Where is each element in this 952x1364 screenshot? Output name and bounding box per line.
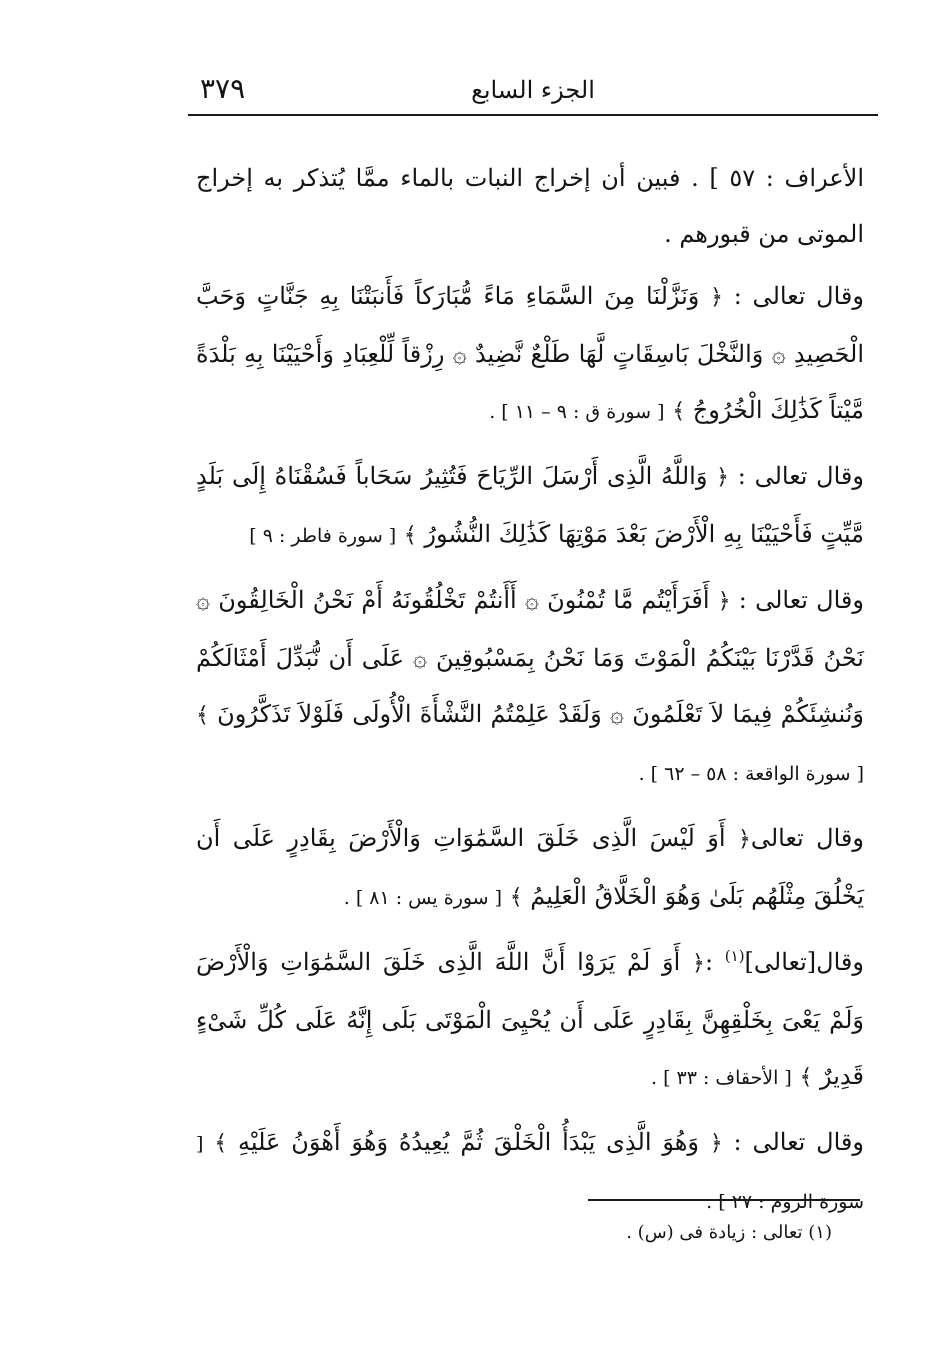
quran-verse: أَوَ لَيْسَ الَّذِى خَلَقَ السَّمَٰوَاتِ وَالْأَرْضَ بِقَادِرٍ عَلَى أَن يَخْلُقَ مِثْلَهُم بَلَىٰ وَهُوَ الْخَلَّاقُ الْعَلِيمُ (196, 824, 864, 910)
verse-citation: [ سورة ق : ٩ – ١١ ] . (489, 401, 665, 423)
paragraph-lead-colon: : (704, 948, 714, 976)
quran-verse: وَهُوَ الَّذِى يَبْدَأُ الْخَلْقَ ثُمَّ يُعِيدُهُ وَهُوَ أَهْوَنُ عَلَيْهِ (238, 1128, 699, 1156)
verse-citation: [ الأحقاف : ٣٣ ] . (650, 1067, 792, 1089)
header-rule (188, 114, 878, 116)
paragraph-3 (196, 448, 864, 564)
paragraph-4 (196, 572, 864, 802)
verse-open-bracket: ﴿ (716, 465, 730, 490)
verse-close-bracket: ﴾ (509, 885, 523, 910)
paragraph-6 (196, 934, 864, 1106)
verse-open-bracket: ﴿ (717, 589, 731, 614)
verse-open-bracket: ﴿ (737, 827, 751, 852)
paragraph-lead: وقال[تعالى] (744, 948, 864, 976)
verse-citation: [ سورة الواقعة : ٥٨ – ٦٢ ] . (638, 763, 864, 785)
paragraph-1 (196, 150, 864, 262)
verse-open-bracket: ﴿ (692, 951, 705, 976)
paragraph-lead: وقال تعالى : (733, 282, 864, 310)
page-header (188, 70, 878, 110)
paragraph-lead: وقال تعالى : (733, 1128, 864, 1156)
verse-close-bracket: ﴾ (214, 1131, 228, 1156)
paragraph-5 (196, 810, 864, 926)
paragraph-2 (196, 268, 864, 440)
footnote-marker[interactable]: (١) (724, 947, 745, 965)
quran-verse: أَوَ لَمْ يَرَوْا أَنَّ اللَّهَ الَّذِى خَلَقَ السَّمَٰوَاتِ وَالْأَرْضَ وَلَمْ يَعْىَ بِخَلْقِهِنَّ بِقَادِرٍ عَلَى أَن يُحْيِىَ الْمَوْتَى بَلَى إِنَّهُ عَلَى كُلِّ شَىْءٍ قَدِيرٌ (196, 948, 864, 1090)
paragraph-lead: وقال تعالى : (737, 462, 864, 490)
footnote: (١) تعالى : زيادة فى (س) . (626, 1222, 832, 1243)
paragraph-lead: وقال تعالى (750, 824, 864, 852)
paragraph-7 (196, 1114, 864, 1230)
quran-verse: وَاللَّهُ الَّذِى أَرْسَلَ الرِّيَاحَ فَتُثِيرُ سَحَاباً فَسُقْنَاهُ إِلَى بَلَدٍ مَّيِّتٍ فَأَحْيَيْنَا بِهِ الْأَرْضَ بَعْدَ مَوْتِهَا كَذَٰلِكَ النُّشُورُ (196, 462, 864, 548)
quran-verse: وَنَزَّلْنَا مِنَ السَّمَاءِ مَاءً مُّبَارَكاً فَأَنبَتْنَا بِهِ جَنَّاتٍ وَحَبَّ الْحَصِيدِ ۞ وَالنَّخْلَ بَاسِقَاتٍ لَّهَا طَلْعٌ نَّضِيدٌ ۞ رِزْقاً لِّلْعِبَادِ وَأَحْيَيْنَا بِهِ بَلْدَةً مَّيْتاً كَذَٰلِكَ الْخُرُوجُ (196, 282, 864, 424)
quran-verse: أَفَرَأَيْتُم مَّا تُمْنُونَ ۞ أَأَنتُمْ تَخْلُقُونَهُ أَمْ نَحْنُ الْخَالِقُونَ ۞ نَحْنُ قَدَّرْنَا بَيْنَكُمُ الْمَوْتَ وَمَا نَحْنُ بِمَسْبُوقِينَ ۞ عَلَى أَن نُّبَدِّلَ أَمْثَالَكُمْ وَنُنشِئَكُمْ فِيمَا لاَ تَعْلَمُونَ ۞ وَلَقَدْ عَلِمْتُمُ النَّشْأَةَ الْأُولَى فَلَوْلاَ تَذَكَّرُونَ (196, 586, 864, 728)
paragraph-lead: وقال تعالى : (738, 586, 864, 614)
verse-close-bracket: ﴾ (196, 703, 209, 728)
verse-citation: [ سورة فاطر : ٩ ] (249, 525, 397, 547)
verse-citation: [ سورة يس : ٨١ ] . (343, 887, 503, 909)
verse-open-bracket: ﴿ (709, 1131, 723, 1156)
running-title: الجزء السابع (471, 76, 595, 104)
verse-close-bracket: ﴾ (672, 399, 686, 424)
verse-close-bracket: ﴾ (799, 1065, 813, 1090)
body-text (196, 150, 864, 1238)
footnote-rule (588, 1199, 860, 1201)
verse-citation: [ سورة الروم : ٢٧ ] . (196, 1133, 864, 1213)
verse-open-bracket: ﴿ (710, 285, 724, 310)
verse-close-bracket: ﴾ (403, 523, 417, 548)
page-number: ٣٧٩ (200, 72, 246, 105)
paragraph-text: الأعراف : ٥٧ ] . فبين أن إخراج النبات بالماء ممَّا يُتذكر به إخراج الموتى من قبورهم . (196, 164, 865, 248)
